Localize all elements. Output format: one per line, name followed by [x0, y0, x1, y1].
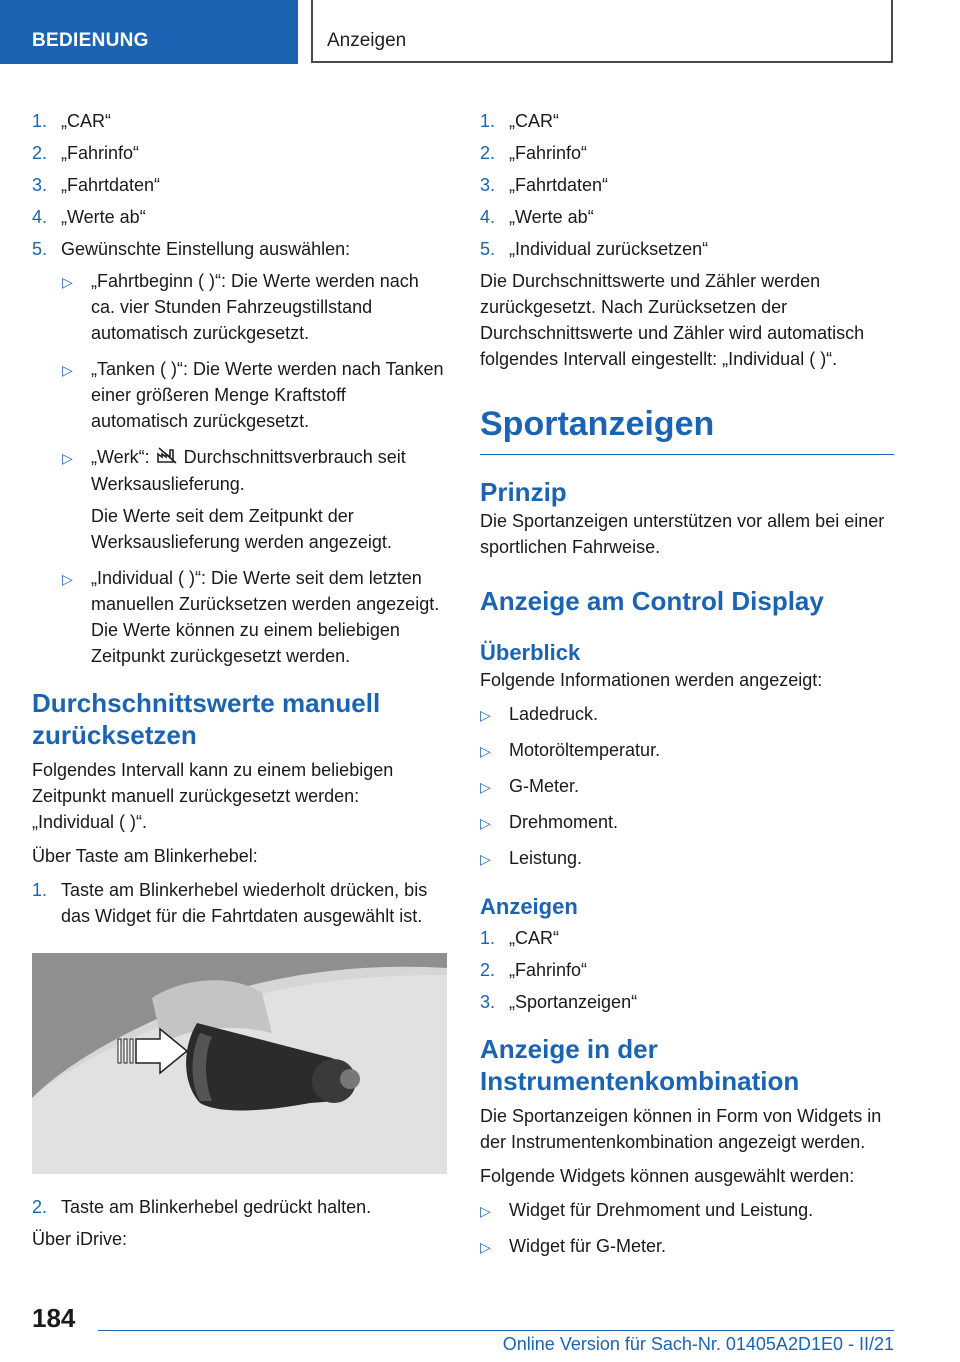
show-heading: Anzeigen: [480, 894, 578, 919]
list-item: ▷ „Tanken ( )“: Die Werte werden nach Tanken einer größeren Menge Kraftstoff automatisch zurückgesetzt.: [62, 359, 444, 431]
list-item: 1. „CAR“: [32, 111, 111, 131]
button-step-2: [32, 1194, 444, 1220]
overview-heading: Überblick: [480, 640, 581, 665]
bullet-triangle-icon: ▷: [480, 743, 491, 759]
turn-signal-lever-illustration: [32, 953, 447, 1174]
bullet-triangle-icon: ▷: [62, 450, 73, 466]
page-number: 184: [32, 1303, 76, 1333]
section-tab: [0, 0, 298, 64]
list-item: 1. „CAR“: [480, 928, 559, 948]
list-item: 3. „Sportanzeigen“: [480, 992, 638, 1012]
list-item: 1. Taste am Blinkerhebel wiederholt drücken, bis das Widget für die Fahrtdaten ausgewählt ist.: [32, 880, 428, 927]
via-idrive-label: Über iDrive:: [32, 1229, 128, 1250]
principle-heading: Prinzip: [480, 477, 567, 507]
list-item: ▷ „Werk“: Durchschnittsverbrauch seit Werksauslieferung. Die Werte seit dem Zeitpunkt der Werksauslieferung werden angezeigt.: [32, 444, 444, 555]
bullet-triangle-icon: ▷: [480, 1239, 491, 1255]
section-title: BEDIENUNG: [32, 30, 149, 51]
bullet-triangle-icon: ▷: [62, 362, 73, 378]
bullet-triangle-icon: ▷: [480, 851, 491, 867]
list-item: ▷ Ladedruck.: [480, 701, 894, 727]
list-item: 3. „Fahrtdaten“: [32, 175, 161, 195]
list-item: 4. „Werte ab“: [32, 207, 146, 227]
left-column: [32, 108, 444, 1252]
list-item: 1. „CAR“: [480, 111, 559, 131]
chapter-tab: [311, 0, 893, 63]
info-list: [480, 701, 894, 871]
reset-heading: Durchschnittswerte manuell zurücksetzen: [32, 688, 381, 751]
title-rule: [480, 454, 894, 455]
list-item: ▷ G-Meter.: [480, 773, 894, 799]
bullet-triangle-icon: ▷: [480, 707, 491, 723]
list-item: ▷ Widget für Drehmoment und Leistung.: [480, 1197, 894, 1223]
right-column: [480, 108, 894, 1269]
werk-note: Die Werte seit dem Zeitpunkt der Werksauslieferung werden angezeigt.: [91, 506, 392, 553]
bullet-triangle-icon: ▷: [62, 571, 73, 588]
list-item: 3. „Fahrtdaten“: [480, 175, 609, 195]
control-display-heading: Anzeige am Control Display: [480, 586, 824, 616]
via-button-label: Über Taste am Blinkerhebel:: [32, 846, 258, 867]
list-item: 5. Gewünschte Einstellung auswählen:: [32, 239, 351, 259]
widget-list: [480, 1197, 894, 1259]
factory-icon: [156, 445, 178, 471]
reset-result-text: Die Durchschnittswerte und Zähler werden zurückgesetzt. Nach Zurücksetzen der Durchschnittswerte und Zähler wird automatisch folgendes Intervall eingestellt: „Individual ( )“.: [480, 271, 865, 369]
list-item: ▷ Leistung.: [480, 845, 894, 871]
list-item: ▷ „Fahrtbeginn ( )“: Die Werte werden nach ca. vier Stunden Fahrzeugstillstand automatisch zurückgesetzt.: [62, 271, 419, 343]
list-item: ▷ Drehmoment.: [480, 809, 894, 835]
list-item: 2. „Fahrinfo“: [32, 143, 140, 163]
list-item: ▷ Motoröltemperatur.: [480, 737, 894, 763]
sport-title: Sportanzeigen: [480, 405, 715, 443]
instrument-cluster-heading: Anzeige in der Instrumentenkombination: [480, 1034, 800, 1096]
left-steps-list: [32, 108, 444, 262]
right-steps-list: [480, 108, 894, 262]
widgets-intro: Folgende Widgets können ausgewählt werden:: [480, 1166, 855, 1186]
principle-text: Die Sportanzeigen unterstützen vor allem bei einer sportlichen Fahrweise.: [480, 511, 885, 557]
overview-text: Folgende Informationen werden angezeigt:: [480, 670, 823, 690]
chapter-title: Anzeigen: [327, 30, 407, 51]
bullet-triangle-icon: ▷: [480, 779, 491, 795]
list-item: 2. „Fahrinfo“: [480, 960, 588, 980]
list-item: ▷ Widget für G-Meter.: [480, 1233, 894, 1259]
list-item: 2. „Fahrinfo“: [480, 143, 588, 163]
list-item: ▷ „Individual ( )“: Die Werte seit dem letzten manuellen Zurücksetzen werden angezeigt. Die Werte können zu einem beliebigen Zeitpunkt zurückgesetzt werden.: [62, 568, 440, 667]
options-list: [32, 268, 444, 669]
button-steps-list: [32, 877, 444, 929]
reset-intro: Folgendes Intervall kann zu einem beliebigen Zeitpunkt manuell zurückgesetzt werden: „Individual ( )“.: [32, 760, 394, 833]
list-item: 4. „Werte ab“: [480, 207, 594, 227]
bullet-triangle-icon: ▷: [480, 815, 491, 831]
list-item: 5. „Individual zurücksetzen“: [480, 239, 709, 259]
show-steps-list: [480, 925, 894, 1015]
footer-version: Online Version für Sach-Nr. 01405A2D1E0 - II/21: [502, 1334, 894, 1354]
list-item: 2. Taste am Blinkerhebel gedrückt halten.: [32, 1197, 372, 1218]
bullet-triangle-icon: ▷: [62, 274, 73, 290]
bullet-triangle-icon: ▷: [480, 1203, 491, 1219]
instrument-cluster-text: Die Sportanzeigen können in Form von Widgets in der Instrumentenkombination angezeigt werden.: [480, 1106, 882, 1152]
footer-rule: [98, 1330, 894, 1331]
